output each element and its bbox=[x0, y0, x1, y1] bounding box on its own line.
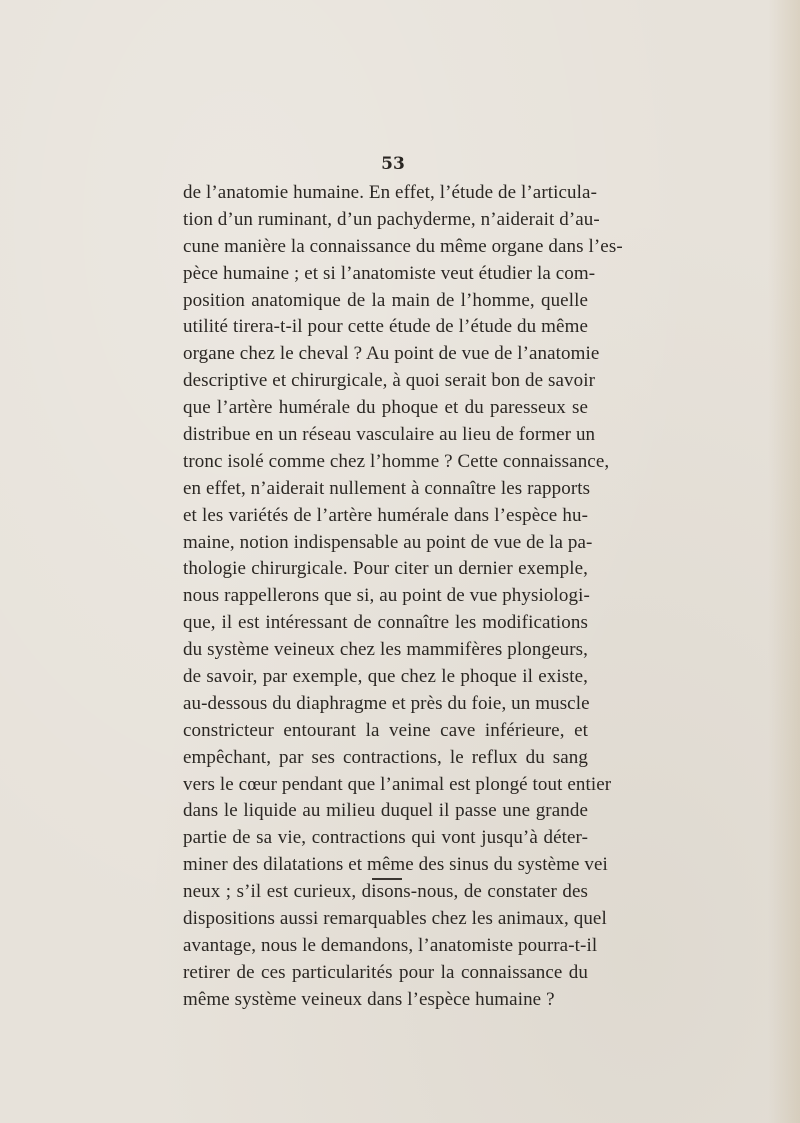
section-end-rule bbox=[372, 878, 402, 880]
text-line: nous rappellerons que si, au point de vue physiologi- bbox=[183, 585, 590, 607]
text-line: que, il est intéressant de connaître les modifications bbox=[183, 612, 588, 634]
text-line: dispositions aussi remarquables chez les animaux, quel bbox=[183, 908, 607, 930]
text-line: partie de sa vie, contractions qui vont jusqu’à déter- bbox=[183, 827, 588, 849]
text-line: pèce humaine ; et si l’anatomiste veut étudier la com- bbox=[183, 262, 596, 284]
text-line: que l’artère humérale du phoque et du paresseux se bbox=[183, 397, 588, 419]
text-line: distribue en un réseau vasculaire au lieu de former un bbox=[183, 424, 596, 446]
text-line: utilité tirera-t-il pour cette étude de l’étude du même bbox=[183, 316, 588, 338]
text-line: du système veineux chez les mammifères plongeurs, bbox=[183, 639, 588, 661]
text-line: tion d’un ruminant, d’un pachyderme, n’aiderait d’au- bbox=[183, 208, 600, 230]
text-line: maine, notion indispensable au point de vue de la pa- bbox=[183, 531, 593, 553]
page-number: 53 bbox=[381, 154, 405, 174]
text-line: constricteur entourant la veine cave inférieure, et bbox=[183, 719, 588, 741]
text-line: cune manière la connaissance du même organe dans l’es- bbox=[183, 235, 623, 257]
text-line: neux ; s’il est curieux, disons-nous, de constater des bbox=[183, 881, 588, 903]
text-line: vers le cœur pendant que l’animal est plongé tout entier bbox=[183, 773, 612, 795]
text-line: organe chez le cheval ? Au point de vue de l’anatomie bbox=[183, 343, 600, 365]
text-line: position anatomique de la main de l’homme, quelle bbox=[183, 289, 588, 311]
text-line: de l’anatomie humaine. En effet, l’étude de l’articula- bbox=[183, 182, 597, 203]
text-line: de savoir, par exemple, que chez le phoque il existe, bbox=[183, 666, 588, 688]
text-line: retirer de ces particularités pour la connaissance du bbox=[183, 961, 588, 983]
text-line: et les variétés de l’artère humérale dans l’espèce hu- bbox=[183, 504, 588, 526]
text-line: descriptive et chirurgicale, à quoi serait bon de savoir bbox=[183, 370, 596, 392]
body-text bbox=[183, 180, 623, 1014]
text-line: empêchant, par ses contractions, le reflux du sang bbox=[183, 746, 588, 768]
text-line: dans le liquide au milieu duquel il passe une grande bbox=[183, 800, 588, 822]
text-line: thologie chirurgicale. Pour citer un dernier exemple, bbox=[183, 558, 588, 580]
text-line: avantage, nous le demandons, l’anatomiste pourra-t-il bbox=[183, 934, 598, 956]
text-line: au-dessous du diaphragme et près du foie, un muscle bbox=[183, 692, 590, 714]
text-line: tronc isolé comme chez l’homme ? Cette connaissance, bbox=[183, 450, 610, 472]
text-line: en effet, n’aiderait nullement à connaître les rapports bbox=[183, 477, 591, 499]
text-line: même système veineux dans l’espèce humaine ? bbox=[183, 988, 555, 1010]
text-line: miner des dilatations et même des sinus du système vei bbox=[183, 854, 608, 876]
